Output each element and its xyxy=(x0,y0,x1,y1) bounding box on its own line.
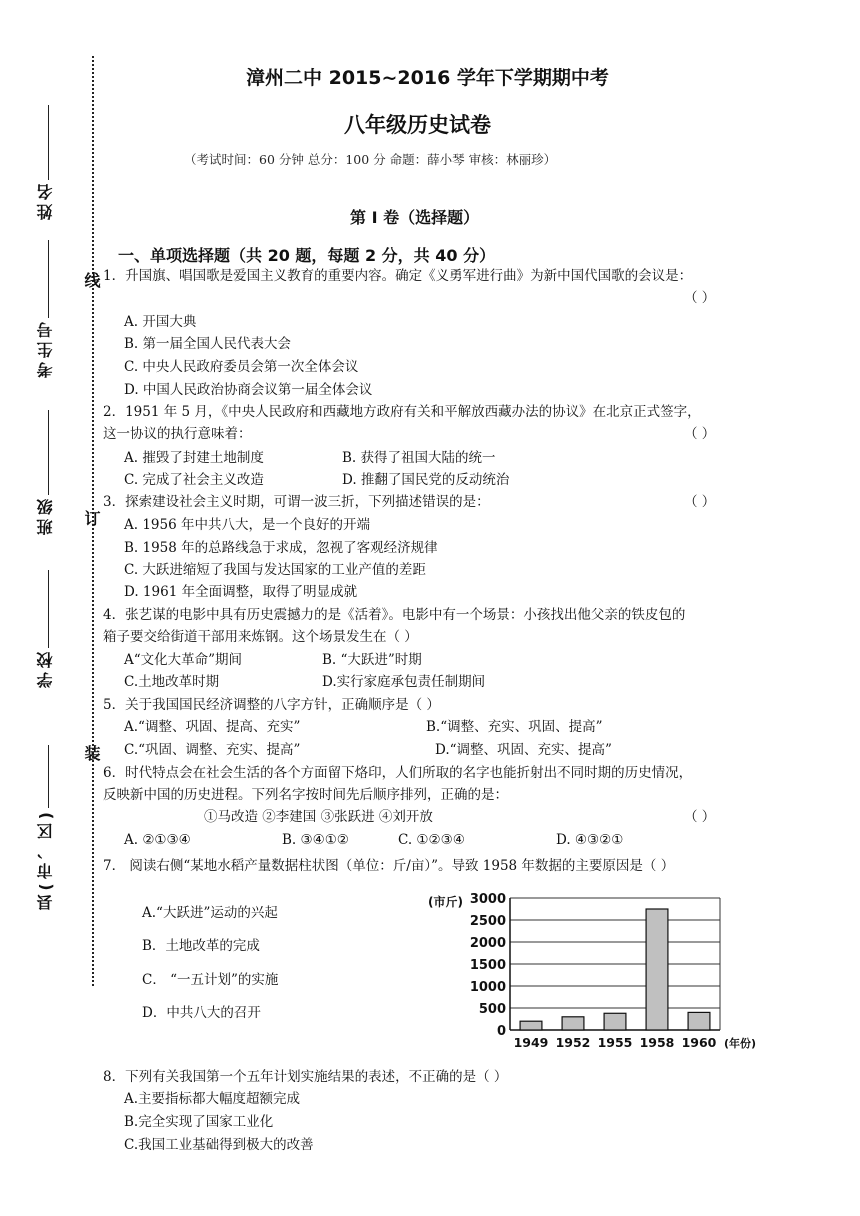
q8-stem: 8．下列有关我国第一个五年计划实施结果的表述，不正确的是（ ） xyxy=(103,1069,508,1085)
q6-stem: 6．时代特点会在社会生活的各个方面留下烙印，人们所取的名字也能折射出不同时期的历史情况， xyxy=(103,765,693,781)
q1-option-b: B. 第一届全国人民代表大会 xyxy=(124,336,292,352)
q7-option-d: D．中共八大的召开 xyxy=(142,1005,261,1021)
class-blank-line xyxy=(48,410,49,495)
q3-option-a: A. 1956 年中共八大，是一个良好的开端 xyxy=(124,517,370,533)
q3-answer-paren: （ ） xyxy=(684,494,716,510)
rice-yield-chart xyxy=(420,888,760,1058)
q5-option-d: D.“调整、巩固、充实、提高” xyxy=(435,742,612,758)
y-tick-label: 0 xyxy=(496,1024,506,1039)
x-tick-label: 1960 xyxy=(681,1035,717,1050)
cut-ding-mark: 订 xyxy=(82,510,101,526)
q4-option-b: B. “大跃进”时期 xyxy=(322,652,422,668)
y-tick-label: 1500 xyxy=(469,958,506,973)
q4-stem-line2: 箱子要交给街道干部用来炼钢。这个场景发生在（ ） xyxy=(103,629,418,645)
q7-option-c: C． “一五计划”的实施 xyxy=(142,972,279,988)
q2-stem-line2: 这一协议的执行意味着： xyxy=(103,426,252,442)
name-blank-line xyxy=(48,105,49,180)
y-axis-label: (市斤) xyxy=(428,895,463,909)
x-axis-label: (年份) xyxy=(724,1037,757,1050)
q6-option-b: B. ③④①② xyxy=(282,832,349,848)
q6-option-d: D. ④③②① xyxy=(556,832,624,848)
q1-stem: 1．升国旗、唱国歌是爱国主义教育的重要内容。确定《义勇军进行曲》为新中国代国歌的会议是： xyxy=(103,268,693,284)
bar-1955 xyxy=(604,1013,626,1030)
q7-option-a: A.“大跃进”运动的兴起 xyxy=(142,905,278,921)
q6-answer-paren: （ ） xyxy=(684,809,716,825)
q6-option-c: C. ①②③④ xyxy=(398,832,465,848)
class-label: 班级 xyxy=(36,495,55,535)
q4-option-a: A“文化大革命”期间 xyxy=(124,652,243,668)
school-label: 学校 xyxy=(36,648,55,688)
q6-option-a: A. ②①③④ xyxy=(124,832,191,848)
x-tick-label: 1958 xyxy=(639,1035,675,1050)
county-blank-line xyxy=(48,745,49,808)
q4-option-d: D.实行家庭承包责任制期间 xyxy=(322,674,486,690)
section-title: 一、单项选择题（共 20 题，每题 2 分，共 40 分） xyxy=(118,246,496,265)
x-tick-label: 1952 xyxy=(555,1035,591,1050)
q2-stem: 2．1951 年 5 月，《中央人民政府和西藏地方政府有关和平解放西藏办法的协议》在北京正式签字， xyxy=(103,404,701,420)
y-tick-label: 500 xyxy=(478,1002,506,1017)
county-label: 县(市、区) xyxy=(36,808,55,911)
q3-option-d: D. 1961 年全面调整，取得了明显成就 xyxy=(124,584,358,600)
q8-option-c: C.我国工业基础得到极大的改善 xyxy=(124,1137,314,1153)
q4-stem: 4．张艺谋的电影中具有历史震撼力的是《活着》。电影中有一个场景：小孩找出他父亲的铁皮包的 xyxy=(103,607,686,623)
name-label: 姓名 xyxy=(36,180,55,220)
q5-option-c: C.“巩固、调整、充实、提高” xyxy=(124,742,301,758)
q7-stem: 7． 阅读右侧“某地水稻产量数据柱状图（单位：斤/亩）”。导致 1958 年数据的主要原因是（ ） xyxy=(103,858,675,874)
q2-option-a: A. 摧毁了封建土地制度 xyxy=(124,450,264,466)
q1-option-d: D. 中国人民政治协商会议第一届全体会议 xyxy=(124,382,373,398)
y-tick-label: 1000 xyxy=(469,980,506,995)
q3-stem: 3．探索建设社会主义时期，可谓一波三折，下列描述错误的是： xyxy=(103,494,490,510)
q7-option-b: B．土地改革的完成 xyxy=(142,938,260,954)
q2-option-b: B. 获得了祖国大陆的统一 xyxy=(342,450,496,466)
y-tick-label: 2500 xyxy=(469,914,506,929)
q5-option-a: A.“调整、巩固、提高、充实” xyxy=(124,719,301,735)
q2-option-c: C. 完成了社会主义改造 xyxy=(124,472,264,488)
x-tick-label: 1955 xyxy=(597,1035,633,1050)
q1-option-c: C. 中央人民政府委员会第一次全体会议 xyxy=(124,359,359,375)
q6-stem-line2: 反映新中国的历史进程。下列名字按时间先后顺序排列，正确的是： xyxy=(103,787,508,803)
school-blank-line xyxy=(48,570,49,648)
q5-option-b: B.“调整、充实、巩固、提高” xyxy=(426,719,603,735)
bar-1958 xyxy=(646,909,668,1030)
q8-option-a: A.主要指标都大幅度超额完成 xyxy=(124,1091,301,1107)
q1-option-a: A. 开国大典 xyxy=(124,314,197,330)
bar-1960 xyxy=(688,1012,710,1030)
q1-answer-paren: （ ） xyxy=(684,290,716,306)
y-tick-label: 3000 xyxy=(469,892,506,907)
exam-title: 漳州二中 2015~2016 学年下学期期中考 xyxy=(246,67,609,89)
cut-line-mark: 线 xyxy=(82,272,101,288)
q3-option-c: C. 大跃进缩短了我国与发达国家的工业产值的差距 xyxy=(124,562,426,578)
bar-1949 xyxy=(520,1021,542,1030)
exam-no-label: 考生号 xyxy=(36,318,55,378)
q2-answer-paren: （ ） xyxy=(684,426,716,442)
rice-yield-bar-chart xyxy=(420,888,760,1058)
exam-subtitle: 八年级历史试卷 xyxy=(344,113,491,137)
q3-option-b: B. 1958 年的总路线急于求成，忽视了客观经济规律 xyxy=(124,540,438,556)
bar-1952 xyxy=(562,1017,584,1030)
q4-option-c: C.土地改革时期 xyxy=(124,674,220,690)
q6-name-items: ①马改造 ②李建国 ③张跃进 ④刘开放 xyxy=(204,809,433,825)
q8-option-b: B.完全实现了国家工业化 xyxy=(124,1114,274,1130)
q2-option-d: D. 推翻了国民党的反动统治 xyxy=(342,472,510,488)
exam-info: （考试时间：60 分钟 总分：100 分 命题：薛小琴 审核：林丽珍） xyxy=(184,152,557,167)
y-tick-label: 2000 xyxy=(469,936,506,951)
part-title: 第 I 卷（选择题） xyxy=(350,208,480,227)
x-tick-label: 1949 xyxy=(513,1035,549,1050)
cut-zhuang-mark: 装 xyxy=(82,745,101,761)
exam-no-blank-line xyxy=(48,240,49,318)
q5-stem: 5．关于我国国民经济调整的八字方针，正确顺序是（ ） xyxy=(103,697,440,713)
